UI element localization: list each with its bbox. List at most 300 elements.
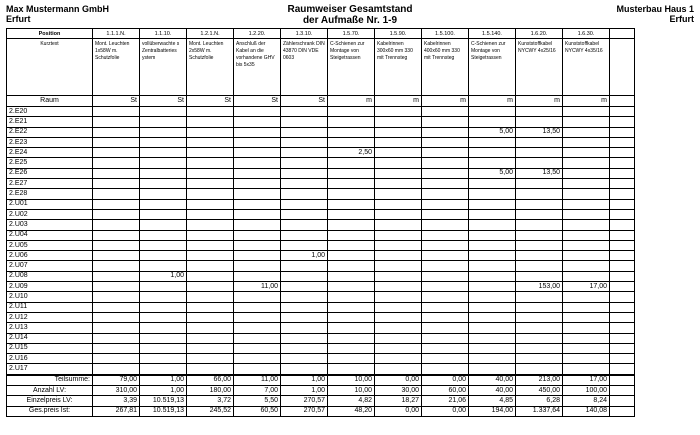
value-cell xyxy=(234,189,281,199)
value-cell xyxy=(281,302,328,312)
value-cell: 153,00 xyxy=(516,282,563,292)
raum-cell: 2.U04 xyxy=(7,230,93,240)
totals-value: 7,00 xyxy=(234,386,281,396)
value-cell xyxy=(375,240,422,250)
value-cell xyxy=(422,230,469,240)
table-row xyxy=(7,282,635,292)
value-cell xyxy=(328,271,375,281)
value-cell xyxy=(469,199,516,209)
value-cell xyxy=(422,343,469,353)
value-cell xyxy=(234,261,281,271)
position-cell: 1.6.20. xyxy=(516,29,563,39)
totals-value: 18,27 xyxy=(375,396,422,406)
value-cell xyxy=(187,158,234,168)
value-cell xyxy=(187,343,234,353)
totals-value: 21,06 xyxy=(422,396,469,406)
totals-value: 10,00 xyxy=(328,386,375,396)
value-cell xyxy=(422,158,469,168)
value-cell xyxy=(140,189,187,199)
value-cell xyxy=(516,251,563,261)
value-cell xyxy=(93,364,140,375)
aufmass-table xyxy=(6,28,635,417)
totals-value: 245,52 xyxy=(187,406,234,416)
totals-value: 40,00 xyxy=(469,386,516,396)
position-cell: 1.6.30. xyxy=(563,29,610,39)
value-cell xyxy=(563,364,610,375)
value-cell xyxy=(516,240,563,250)
value-cell xyxy=(93,292,140,302)
table-row xyxy=(7,148,635,158)
value-cell xyxy=(422,333,469,343)
position-cell: 1.2.20. xyxy=(234,29,281,39)
value-cell xyxy=(234,107,281,117)
table-row xyxy=(7,354,635,364)
value-cell xyxy=(93,168,140,178)
value-cell xyxy=(140,302,187,312)
value-cell xyxy=(563,168,610,178)
spare-cell xyxy=(610,230,635,240)
totals-value: 267,81 xyxy=(93,406,140,416)
value-cell xyxy=(375,251,422,261)
value-cell xyxy=(422,117,469,127)
value-cell xyxy=(422,364,469,375)
company-city: Erfurt xyxy=(6,14,31,24)
value-cell xyxy=(469,323,516,333)
value-cell xyxy=(140,199,187,209)
value-cell: 5,00 xyxy=(469,127,516,137)
value-cell xyxy=(140,117,187,127)
value-cell xyxy=(469,302,516,312)
value-cell xyxy=(328,117,375,127)
value-cell xyxy=(281,168,328,178)
raum-cell: 2.U03 xyxy=(7,220,93,230)
totals-value: 194,00 xyxy=(469,406,516,416)
totals-label: Teilsumme: xyxy=(7,375,93,386)
value-cell xyxy=(281,364,328,375)
value-cell xyxy=(93,333,140,343)
value-cell xyxy=(281,158,328,168)
spare-cell xyxy=(610,209,635,219)
value-cell xyxy=(234,230,281,240)
table-row xyxy=(7,302,635,312)
value-cell xyxy=(140,364,187,375)
value-cell: 13,50 xyxy=(516,127,563,137)
spare-cell xyxy=(610,251,635,261)
value-cell xyxy=(375,199,422,209)
value-cell xyxy=(328,364,375,375)
value-cell xyxy=(187,220,234,230)
raum-cell: 2.U09 xyxy=(7,282,93,292)
totals-value: 5,50 xyxy=(234,396,281,406)
value-cell xyxy=(563,189,610,199)
value-cell xyxy=(93,302,140,312)
value-cell xyxy=(281,261,328,271)
totals-value: 66,00 xyxy=(187,375,234,386)
value-cell xyxy=(187,199,234,209)
value-cell xyxy=(328,240,375,250)
totals-value: 140,08 xyxy=(563,406,610,416)
value-cell xyxy=(281,282,328,292)
value-cell xyxy=(375,292,422,302)
value-cell xyxy=(93,323,140,333)
value-cell xyxy=(93,137,140,147)
value-cell xyxy=(422,220,469,230)
unit-cell: m xyxy=(469,96,516,107)
totals-value: 48,20 xyxy=(328,406,375,416)
raum-cell: 2.U08 xyxy=(7,271,93,281)
totals-value: 10.519,13 xyxy=(140,396,187,406)
value-cell xyxy=(422,209,469,219)
value-cell xyxy=(422,323,469,333)
value-cell xyxy=(281,230,328,240)
raum-cell: 2.U17 xyxy=(7,364,93,375)
value-cell xyxy=(93,343,140,353)
value-cell xyxy=(469,364,516,375)
value-cell xyxy=(563,261,610,271)
value-cell xyxy=(375,343,422,353)
value-cell xyxy=(516,117,563,127)
value-cell xyxy=(281,343,328,353)
raum-cell: 2.U07 xyxy=(7,261,93,271)
table-row xyxy=(7,220,635,230)
position-cell: 1.1.1.N. xyxy=(93,29,140,39)
totals-value: 1.337,64 xyxy=(516,406,563,416)
value-cell xyxy=(140,230,187,240)
totals-value: 10.519,13 xyxy=(140,406,187,416)
value-cell xyxy=(469,282,516,292)
value-cell xyxy=(140,148,187,158)
totals-value: 3,39 xyxy=(93,396,140,406)
value-cell xyxy=(422,107,469,117)
spare-cell xyxy=(610,199,635,209)
value-cell xyxy=(140,107,187,117)
value-cell xyxy=(375,312,422,322)
value-cell xyxy=(93,107,140,117)
value-cell: 13,50 xyxy=(516,168,563,178)
title-line-2: der Aufmaße Nr. 1-9 xyxy=(302,15,398,26)
value-cell xyxy=(422,292,469,302)
value-cell xyxy=(234,364,281,375)
value-cell xyxy=(516,199,563,209)
value-cell xyxy=(93,251,140,261)
spare-cell xyxy=(610,292,635,302)
value-cell xyxy=(234,220,281,230)
value-cell xyxy=(516,302,563,312)
table-row xyxy=(7,240,635,250)
spare-cell xyxy=(610,406,635,416)
value-cell xyxy=(234,333,281,343)
value-cell xyxy=(140,209,187,219)
value-cell xyxy=(281,220,328,230)
value-cell xyxy=(281,127,328,137)
value-cell xyxy=(469,158,516,168)
spare-cell xyxy=(610,333,635,343)
value-cell xyxy=(234,168,281,178)
spare-cell xyxy=(610,261,635,271)
totals-value: 60,50 xyxy=(234,406,281,416)
value-cell xyxy=(375,179,422,189)
value-cell xyxy=(563,127,610,137)
project-city: Erfurt xyxy=(669,14,694,24)
value-cell xyxy=(93,209,140,219)
kurztext-cell: Kabelrinnen 300x60 mm 330 mit Trennsteg xyxy=(375,39,422,96)
value-cell xyxy=(93,117,140,127)
kurztext-cell: C-Schienen zur Montage von Steigetrassen xyxy=(469,39,516,96)
spare-cell xyxy=(610,96,635,107)
page-title xyxy=(250,4,450,26)
value-cell xyxy=(187,282,234,292)
totals-value: 11,00 xyxy=(234,375,281,386)
value-cell xyxy=(187,127,234,137)
value-cell xyxy=(469,251,516,261)
value-cell xyxy=(469,220,516,230)
spare-cell xyxy=(610,364,635,375)
value-cell xyxy=(140,323,187,333)
raum-cell: 2.E27 xyxy=(7,179,93,189)
table-row xyxy=(7,209,635,219)
value-cell xyxy=(140,179,187,189)
position-cell: 1.5.70. xyxy=(328,29,375,39)
spare-cell xyxy=(610,158,635,168)
value-cell xyxy=(422,137,469,147)
unit-cell: St xyxy=(140,96,187,107)
value-cell xyxy=(375,127,422,137)
value-cell xyxy=(516,333,563,343)
value-cell xyxy=(563,354,610,364)
value-cell xyxy=(516,209,563,219)
value-cell xyxy=(281,240,328,250)
totals-value: 1,00 xyxy=(140,386,187,396)
value-cell xyxy=(516,189,563,199)
spare-cell xyxy=(610,282,635,292)
title-line-1: Raumweiser Gesamtstand xyxy=(287,4,413,15)
kurztext-cell: Kunststoffkabel NYCWY 4x35/16 xyxy=(563,39,610,96)
totals-label: Ges.preis Ist: xyxy=(7,406,93,416)
value-cell xyxy=(234,148,281,158)
kurztext-row xyxy=(7,39,635,96)
value-cell xyxy=(328,168,375,178)
kurztext-cell: vollüberwachte s Zentralbatteries ystem xyxy=(140,39,187,96)
table-row xyxy=(7,158,635,168)
value-cell xyxy=(281,107,328,117)
value-cell xyxy=(422,127,469,137)
kurztext-cell: C-Schienen zur Montage von Steigetrassen xyxy=(328,39,375,96)
table-row xyxy=(7,261,635,271)
raum-cell: 2.U13 xyxy=(7,323,93,333)
table-row xyxy=(7,230,635,240)
value-cell xyxy=(563,271,610,281)
kurztext-cell: Zählerschrank DIN 43870 DIN VDE 0603 xyxy=(281,39,328,96)
value-cell xyxy=(563,333,610,343)
value-cell xyxy=(375,220,422,230)
value-cell xyxy=(516,312,563,322)
position-cell: 1.3.10. xyxy=(281,29,328,39)
value-cell xyxy=(140,127,187,137)
totals-value: 4,82 xyxy=(328,396,375,406)
value-cell xyxy=(469,117,516,127)
spare-cell xyxy=(610,375,635,386)
raum-label: Raum xyxy=(7,96,93,107)
totals-value: 17,00 xyxy=(563,375,610,386)
value-cell xyxy=(422,282,469,292)
kurztext-cell: Kabelrinnen 400x60 mm 330 mit Trennsteg xyxy=(422,39,469,96)
raum-cell: 2.U01 xyxy=(7,199,93,209)
spare-cell xyxy=(610,168,635,178)
spare-cell xyxy=(610,220,635,230)
value-cell xyxy=(140,251,187,261)
value-cell xyxy=(187,323,234,333)
value-cell xyxy=(234,158,281,168)
spare-cell xyxy=(610,39,635,96)
spare-cell xyxy=(610,312,635,322)
totals-value: 4,85 xyxy=(469,396,516,406)
totals-label: Anzahl LV: xyxy=(7,386,93,396)
value-cell xyxy=(140,261,187,271)
value-cell xyxy=(281,137,328,147)
totals-value: 270,57 xyxy=(281,406,328,416)
value-cell xyxy=(187,364,234,375)
value-cell xyxy=(563,240,610,250)
value-cell xyxy=(328,251,375,261)
totals-value: 0,00 xyxy=(422,375,469,386)
value-cell xyxy=(563,302,610,312)
totals-value: 10,00 xyxy=(328,375,375,386)
totals-value: 450,00 xyxy=(516,386,563,396)
raum-cell: 2.E21 xyxy=(7,117,93,127)
value-cell xyxy=(328,323,375,333)
totals-value: 270,57 xyxy=(281,396,328,406)
unit-cell: St xyxy=(281,96,328,107)
value-cell: 5,00 xyxy=(469,168,516,178)
value-cell: 1,00 xyxy=(140,271,187,281)
spare-cell xyxy=(610,148,635,158)
raum-cell: 2.E26 xyxy=(7,168,93,178)
value-cell xyxy=(187,292,234,302)
totals-value: 3,72 xyxy=(187,396,234,406)
spare-cell xyxy=(610,396,635,406)
unit-cell: St xyxy=(93,96,140,107)
value-cell xyxy=(140,240,187,250)
value-cell xyxy=(234,312,281,322)
value-cell xyxy=(93,189,140,199)
value-cell xyxy=(281,199,328,209)
value-cell xyxy=(375,323,422,333)
spare-cell xyxy=(610,179,635,189)
value-cell xyxy=(234,271,281,281)
totals-value: 100,00 xyxy=(563,386,610,396)
value-cell xyxy=(375,168,422,178)
value-cell xyxy=(516,354,563,364)
table-row xyxy=(7,271,635,281)
value-cell xyxy=(187,107,234,117)
spare-cell xyxy=(610,127,635,137)
value-cell xyxy=(375,354,422,364)
value-cell xyxy=(469,148,516,158)
value-cell xyxy=(187,240,234,250)
value-cell xyxy=(375,137,422,147)
value-cell xyxy=(140,158,187,168)
value-cell: 1,00 xyxy=(281,251,328,261)
value-cell xyxy=(422,168,469,178)
raum-cell: 2.E20 xyxy=(7,107,93,117)
table-row xyxy=(7,323,635,333)
spare-cell xyxy=(610,117,635,127)
value-cell xyxy=(516,148,563,158)
value-cell xyxy=(281,117,328,127)
value-cell xyxy=(469,261,516,271)
value-cell xyxy=(328,282,375,292)
totals-value: 0,00 xyxy=(422,406,469,416)
value-cell xyxy=(328,127,375,137)
position-cell: 1.2.1.N. xyxy=(187,29,234,39)
value-cell xyxy=(234,127,281,137)
value-cell xyxy=(328,179,375,189)
table-row xyxy=(7,199,635,209)
raum-cell: 2.U16 xyxy=(7,354,93,364)
raum-cell: 2.U02 xyxy=(7,209,93,219)
raum-cell: 2.U12 xyxy=(7,312,93,322)
totals-value: 1,00 xyxy=(140,375,187,386)
project-name: Musterbau Haus 1 xyxy=(616,4,694,14)
value-cell xyxy=(516,292,563,302)
value-cell xyxy=(234,117,281,127)
raum-cell: 2.U11 xyxy=(7,302,93,312)
table-row xyxy=(7,312,635,322)
value-cell xyxy=(328,220,375,230)
value-cell xyxy=(422,251,469,261)
value-cell xyxy=(375,209,422,219)
raum-cell: 2.U15 xyxy=(7,343,93,353)
table-row xyxy=(7,168,635,178)
totals-value: 1,00 xyxy=(281,386,328,396)
value-cell xyxy=(187,271,234,281)
unit-row xyxy=(7,96,635,107)
value-cell xyxy=(187,117,234,127)
value-cell xyxy=(187,312,234,322)
value-cell xyxy=(422,261,469,271)
spare-cell xyxy=(610,302,635,312)
value-cell xyxy=(422,312,469,322)
totals-label: Einzelpreis LV: xyxy=(7,396,93,406)
value-cell xyxy=(281,354,328,364)
table-row xyxy=(7,127,635,137)
value-cell xyxy=(234,179,281,189)
value-cell xyxy=(140,343,187,353)
value-cell xyxy=(281,292,328,302)
value-cell xyxy=(375,189,422,199)
table-row xyxy=(7,292,635,302)
value-cell xyxy=(422,271,469,281)
value-cell xyxy=(187,209,234,219)
value-cell xyxy=(140,220,187,230)
raum-cell: 2.E24 xyxy=(7,148,93,158)
kurztext-cell: Anschluß der Kabel an die vorhandene GHV bis 5x35 xyxy=(234,39,281,96)
value-cell xyxy=(516,220,563,230)
spare-cell xyxy=(610,107,635,117)
value-cell xyxy=(516,323,563,333)
value-cell xyxy=(234,137,281,147)
value-cell xyxy=(187,137,234,147)
table-row xyxy=(7,137,635,147)
value-cell xyxy=(563,343,610,353)
spare-cell xyxy=(610,137,635,147)
value-cell xyxy=(93,261,140,271)
value-cell xyxy=(93,127,140,137)
position-cell: 1.1.10. xyxy=(140,29,187,39)
spare-cell xyxy=(610,240,635,250)
totals-value: 6,28 xyxy=(516,396,563,406)
value-cell xyxy=(469,240,516,250)
